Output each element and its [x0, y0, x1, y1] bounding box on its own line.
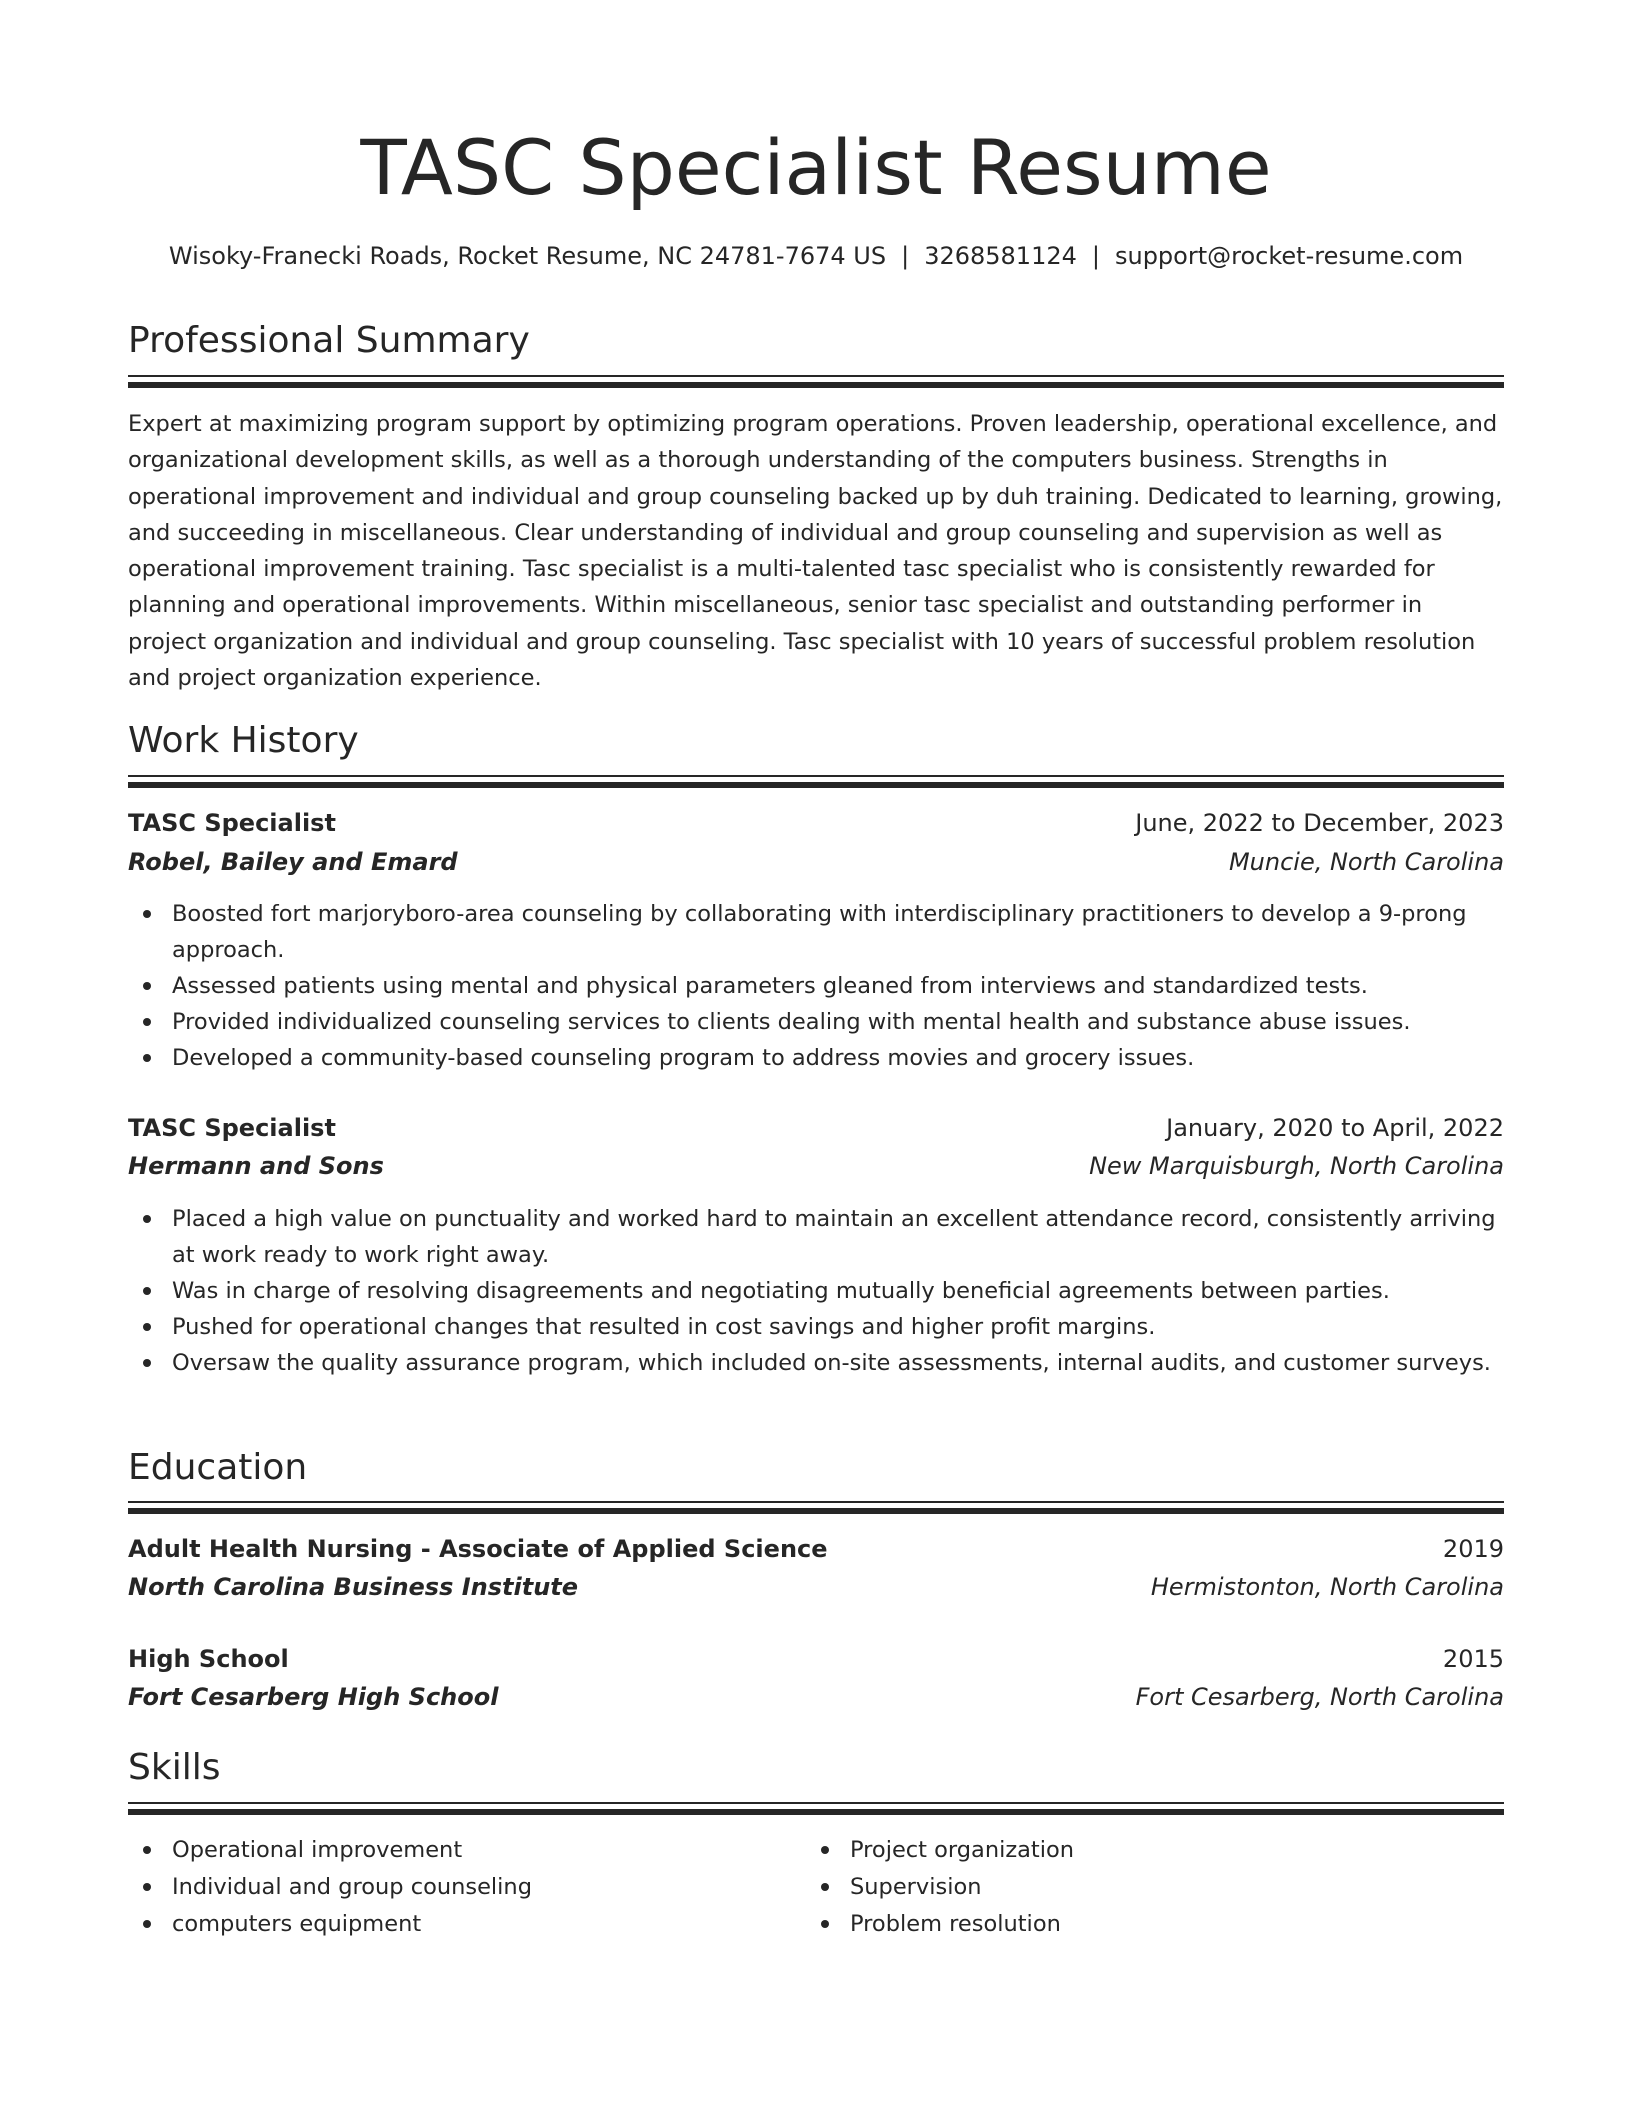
- job-title: TASC Specialist: [128, 1114, 336, 1142]
- section-heading-education: Education: [128, 1447, 308, 1488]
- education-location: Fort Cesarberg, North Carolina: [1135, 1683, 1504, 1711]
- contact-separator: |: [901, 242, 910, 270]
- list-item: Was in charge of resolving disagreements and negotiating mutually beneficial agreements between parties.: [128, 1273, 1504, 1309]
- education-degree: Adult Health Nursing - Associate of Applied Science: [128, 1535, 828, 1563]
- contact-separator: |: [1091, 242, 1100, 270]
- job-header: [128, 805, 1504, 841]
- section-divider: [128, 375, 1504, 388]
- job-location: New Marquisburgh, North Carolina: [1089, 1152, 1504, 1180]
- skill-item: computers equipment: [128, 1906, 768, 1943]
- section-heading-work-history: Work History: [128, 720, 359, 761]
- list-item: Placed a high value on punctuality and worked hard to maintain an excellent attendance record, consistently arriving at work ready to work right away.: [128, 1201, 1504, 1273]
- education-degree: High School: [128, 1645, 289, 1673]
- job-subheader: [128, 844, 1504, 880]
- summary-text: Expert at maximizing program support by optimizing program operations. Proven leadership, operational excellence, and organizational development skills, as well as a thorough understanding of the computers business. Strengths in operational improvement and individual and group counseling backed up by duh training. Dedicated to learning, growing, and succeeding in miscellaneous. Clear understanding of individual and group counseling and supervision as well as operational improvement training. Tasc specialist is a multi-talented tasc specialist who is consistently rewarded for planning and operational improvements. Within miscellaneous, senior tasc specialist and outstanding performer in project organization and individual and group counseling. Tasc specialist with 10 years of successful problem resolution and project organization experience.: [128, 411, 1503, 692]
- job-location: Muncie, North Carolina: [1228, 848, 1504, 876]
- skill-item: Project organization: [806, 1832, 1446, 1869]
- job-subheader: [128, 1148, 1504, 1184]
- section-divider: [128, 1501, 1504, 1514]
- job-company: Hermann and Sons: [128, 1152, 384, 1180]
- contact-email: support@rocket-resume.com: [1114, 242, 1464, 270]
- education-school: Fort Cesarberg High School: [128, 1683, 499, 1711]
- list-item: Boosted fort marjoryboro-area counseling by collaborating with interdisciplinary practitioners to develop a 9-prong approach.: [128, 896, 1504, 968]
- section-divider: [128, 775, 1504, 788]
- list-item: Oversaw the quality assurance program, which included on-site assessments, internal audits, and customer surveys.: [128, 1345, 1504, 1381]
- skill-item: Operational improvement: [128, 1832, 768, 1869]
- skills-list-left: [128, 1832, 768, 1943]
- contact-address: Wisoky-Franecki Roads, Rocket Resume, NC 24781-7674 US: [168, 242, 887, 270]
- list-item: Pushed for operational changes that resulted in cost savings and higher profit margins.: [128, 1309, 1504, 1345]
- list-item: Developed a community-based counseling program to address movies and grocery issues.: [128, 1040, 1504, 1076]
- contact-phone: 3268581124: [924, 242, 1077, 270]
- education-school: North Carolina Business Institute: [128, 1573, 579, 1601]
- education-location: Hermistonton, North Carolina: [1150, 1573, 1504, 1601]
- list-item: Assessed patients using mental and physical parameters gleaned from interviews and standardized tests.: [128, 968, 1504, 1004]
- education-header: [128, 1641, 1504, 1677]
- education-subheader: [128, 1569, 1504, 1605]
- resume-title: TASC Specialist Resume: [360, 123, 1272, 212]
- education-subheader: [128, 1679, 1504, 1715]
- list-item: Provided individualized counseling services to clients dealing with mental health and substance abuse issues.: [128, 1004, 1504, 1040]
- job-title: TASC Specialist: [128, 809, 336, 837]
- job-bullets: [128, 1201, 1504, 1381]
- skill-item: Problem resolution: [806, 1906, 1446, 1943]
- skills-list-right: [806, 1832, 1446, 1943]
- section-heading-summary: Professional Summary: [128, 320, 530, 361]
- skill-item: Individual and group counseling: [128, 1869, 768, 1906]
- job-dates: January, 2020 to April, 2022: [1166, 1114, 1504, 1142]
- job-dates: June, 2022 to December, 2023: [1135, 809, 1504, 837]
- education-header: [128, 1531, 1504, 1567]
- section-divider: [128, 1802, 1504, 1815]
- job-header: [128, 1110, 1504, 1146]
- contact-line: [128, 238, 1504, 274]
- section-heading-skills: Skills: [128, 1747, 221, 1788]
- job-bullets: [128, 896, 1504, 1076]
- education-year: 2019: [1442, 1535, 1504, 1563]
- job-company: Robel, Bailey and Emard: [128, 848, 458, 876]
- skill-item: Supervision: [806, 1869, 1446, 1906]
- education-year: 2015: [1442, 1645, 1504, 1673]
